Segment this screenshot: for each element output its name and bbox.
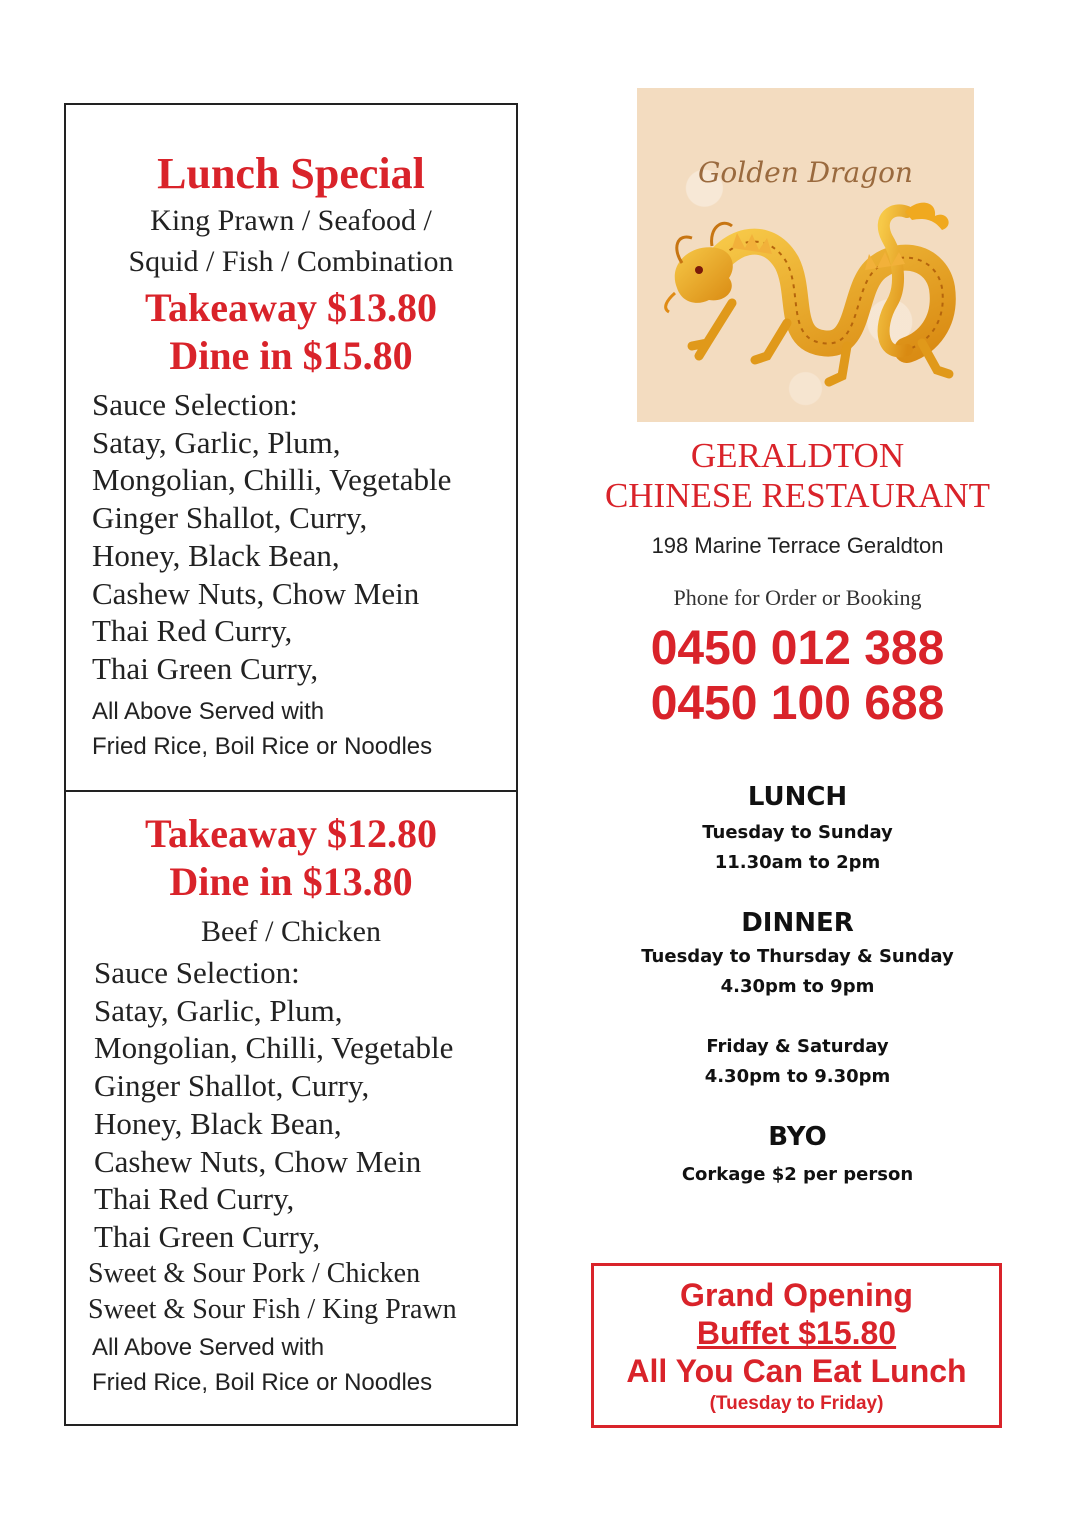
second-dinein-price: Dine in $13.80	[169, 859, 413, 904]
grand-opening-promo	[591, 1263, 1002, 1428]
sweet-sour-line2: Sweet & Sour Fish / King Prawn	[88, 1293, 457, 1325]
promo-line1: Grand Opening	[680, 1277, 913, 1313]
lunch-sauce-list	[66, 386, 516, 764]
byo-corkage: Corkage $2 per person	[681, 1164, 914, 1185]
lunch-special-box	[64, 103, 518, 792]
restaurant-address: 198 Marine Terrace Geraldton	[651, 533, 944, 558]
second-takeaway-price: Takeaway $12.80	[145, 811, 437, 856]
sauce-line: Thai Green Curry,	[94, 1218, 321, 1254]
dinner-time-1: 4.30pm to 9pm	[720, 976, 875, 997]
lunch-special-title: Lunch Special	[157, 149, 425, 198]
lunch-heading: LUNCH	[747, 782, 848, 812]
dinner-heading: DINNER	[741, 908, 854, 938]
promo-line3: All You Can Eat Lunch	[626, 1353, 967, 1389]
opening-hours	[590, 782, 1005, 1190]
dragon-icon	[637, 88, 974, 422]
sauce-line: Sauce Selection:	[94, 955, 300, 990]
sauce-line: Mongolian, Chilli, Vegetable	[92, 462, 452, 498]
promo-line2: Buffet $15.80	[696, 1315, 897, 1351]
sauce-line: Thai Red Curry,	[92, 613, 293, 649]
served-with-line2: Fried Rice, Boil Rice or Noodles	[92, 1368, 433, 1396]
sauce-line: Cashew Nuts, Chow Mein	[94, 1143, 422, 1179]
second-served-with	[66, 1330, 516, 1400]
golden-dragon-logo	[637, 88, 974, 422]
lunch-time: 11.30am to 2pm	[714, 852, 881, 873]
sauce-line: Satay, Garlic, Plum,	[94, 992, 343, 1028]
phone-number-2[interactable]: 0450 100 688	[650, 677, 945, 730]
restaurant-name-line1: GERALDTON	[690, 436, 905, 475]
sauce-line: Mongolian, Chilli, Vegetable	[94, 1030, 454, 1066]
sauce-line: Sauce Selection:	[92, 387, 298, 422]
sauce-line: Thai Red Curry,	[94, 1181, 295, 1217]
restaurant-name-line2: CHINESE RESTAURANT	[604, 476, 991, 515]
logo-title: Golden Dragon	[698, 156, 913, 189]
lunch-dinein-price: Dine in $15.80	[169, 333, 413, 378]
lunch-items-line1: King Prawn / Seafood /	[150, 204, 432, 237]
restaurant-info	[590, 436, 1005, 731]
sauce-line: Honey, Black Bean,	[92, 537, 340, 573]
sauce-line: Honey, Black Bean,	[94, 1105, 342, 1141]
dinner-time-2: 4.30pm to 9.30pm	[704, 1066, 891, 1087]
beef-chicken-box	[64, 790, 518, 1426]
promo-line4: (Tuesday to Friday)	[709, 1393, 884, 1414]
sweet-sour-list	[66, 1256, 516, 1328]
second-sauce-list	[66, 954, 516, 1256]
sauce-line: Thai Green Curry,	[92, 650, 319, 686]
phone-label: Phone for Order or Booking	[673, 585, 922, 610]
lunch-takeaway-price: Takeaway $13.80	[145, 285, 437, 330]
dinner-days-1: Tuesday to Thursday & Sunday	[641, 946, 954, 967]
promo-buffet-price	[594, 1314, 999, 1352]
dinner-days-2: Friday & Saturday	[706, 1036, 889, 1057]
lunch-days: Tuesday to Sunday	[702, 822, 893, 843]
sauce-line: Cashew Nuts, Chow Mein	[92, 575, 420, 611]
sauce-line: Ginger Shallot, Curry,	[94, 1068, 370, 1104]
sauce-line: Ginger Shallot, Curry,	[92, 500, 368, 536]
byo-heading: BYO	[768, 1122, 827, 1152]
served-with-line2: Fried Rice, Boil Rice or Noodles	[92, 732, 433, 760]
served-with-line1: All Above Served with	[92, 1333, 325, 1361]
lunch-items-line2: Squid / Fish / Combination	[128, 245, 454, 278]
sweet-sour-line1: Sweet & Sour Pork / Chicken	[88, 1257, 421, 1289]
sauce-line: Satay, Garlic, Plum,	[92, 424, 341, 460]
phone-number-1[interactable]: 0450 012 388	[650, 622, 945, 675]
second-items: Beef / Chicken	[201, 915, 381, 948]
served-with-line1: All Above Served with	[92, 697, 325, 725]
